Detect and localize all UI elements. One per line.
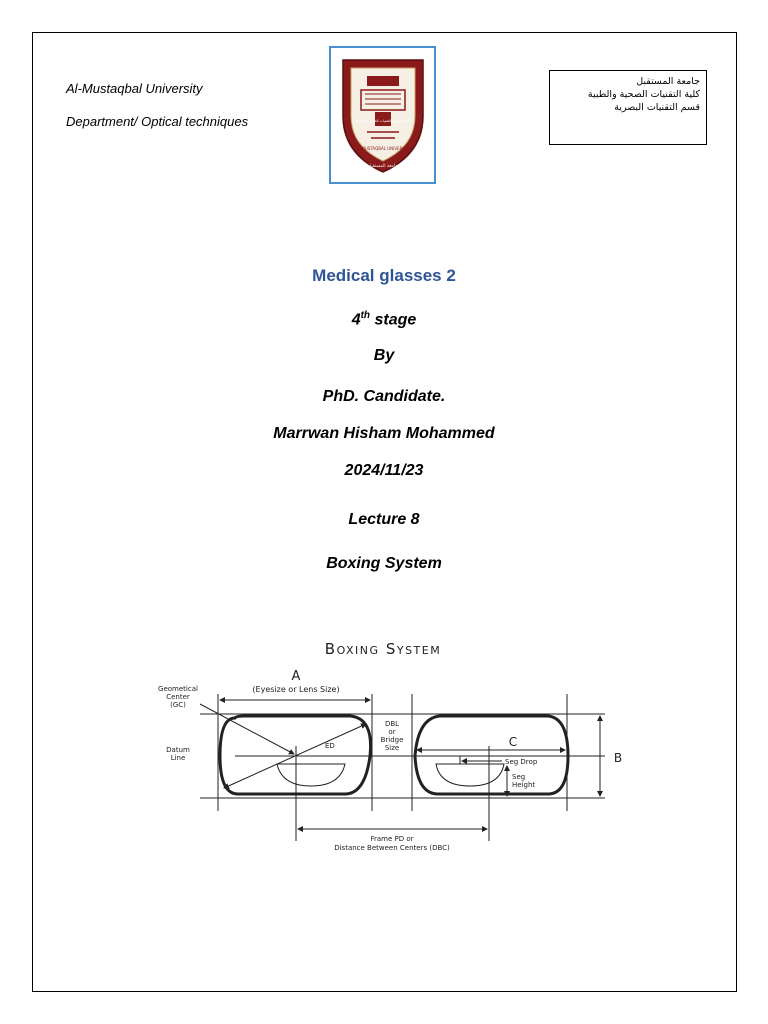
lecture-number: Lecture 8 <box>348 511 420 528</box>
label-datum-1: Datum <box>166 746 190 754</box>
label-geometical-3: (GC) <box>170 701 186 709</box>
label-dbl-1: DBL <box>384 720 400 728</box>
label-seg-height-2: Height <box>512 781 536 789</box>
boxing-system-diagram <box>140 636 630 856</box>
stage-line <box>0 310 768 329</box>
label-dbc: Distance Between Centers (DBC) <box>334 844 450 852</box>
university-seal-logo <box>337 54 429 176</box>
by-line: By <box>373 347 395 364</box>
label-datum-2: Line <box>170 754 186 762</box>
seal-ring-arabic: جامعة المستقبل <box>367 164 398 169</box>
arabic-header-box <box>549 70 707 145</box>
label-dbl-2: or <box>388 728 396 736</box>
university-logo-frame <box>329 46 436 184</box>
stage-number: 4 <box>351 311 361 329</box>
label-b: B <box>613 751 623 765</box>
label-a: A <box>291 669 301 684</box>
department-name: Department/ Optical techniques <box>66 114 249 129</box>
label-a-eyesize: (Eyesize or Lens Size) <box>252 685 340 694</box>
label-seg-height-1: Seg <box>512 773 526 781</box>
seal-inner-text: كلية العلوم والتقنيات الطبية والصحية <box>356 119 409 123</box>
lecture-topic: Boxing System <box>326 555 442 572</box>
date-line: 2024/11/23 <box>344 462 424 479</box>
stage-suffix: th <box>360 310 371 321</box>
stage-word: stage <box>374 311 417 329</box>
label-frame-pd: Frame PD or <box>370 835 414 843</box>
seal-ring-english: AL-MUSTAQBAL UNIVERSITY <box>354 146 411 151</box>
document-title: Medical glasses 2 <box>312 266 456 285</box>
label-geometical-1: Geometical <box>158 685 198 693</box>
diagram-title: Boxing System <box>324 640 442 658</box>
label-dbl-4: Size <box>384 744 400 752</box>
arabic-line-department: قسم التقنيات البصرية <box>614 102 700 113</box>
label-seg-drop: Seg Drop <box>505 758 538 766</box>
arabic-line-university: جامعة المستقبل <box>636 76 700 87</box>
label-c: C <box>508 735 518 749</box>
label-dbl-3: Bridge <box>380 736 404 744</box>
label-geometical-2: Center <box>166 693 190 701</box>
arabic-line-college: كلية التقنيات الصحية والطبية <box>587 89 700 100</box>
university-name: Al-Mustaqbal University <box>66 81 203 96</box>
author-name: Marrwan Hisham Mohammed <box>273 425 495 442</box>
label-ed: ED <box>325 742 335 750</box>
degree-line: PhD. Candidate. <box>322 388 446 405</box>
university-header <box>66 80 248 146</box>
